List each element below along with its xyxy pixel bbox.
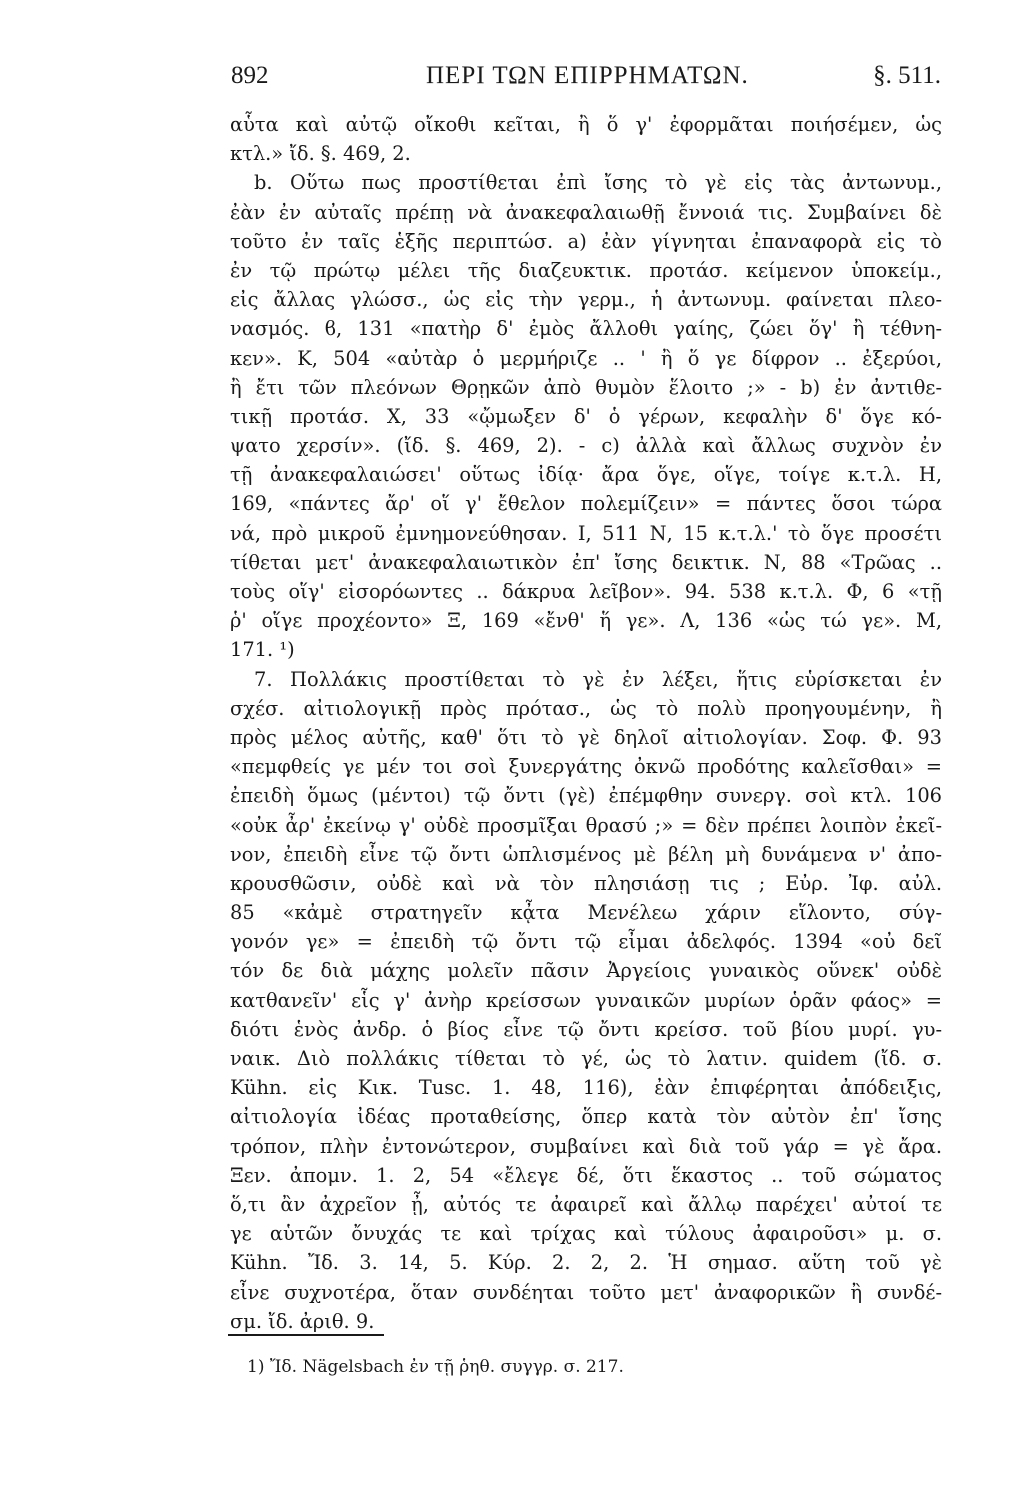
text-line: ἐὰν ἐν αὐταῖς πρέπῃ νὰ ἀνακεφαλαιωθῇ ἔννοιά τις. Συμβαίνει δὲ: [230, 200, 942, 224]
text-line: ὅ,τι ἂν ἀχρεῖον ᾖ, αὐτός τε ἀφαιρεῖ καὶ ἄλλῳ παρέχει' αὐτοί τε: [230, 1192, 942, 1216]
text-line: νά, πρὸ μικροῦ ἐμνημονεύθησαν. Ι, 511 Ν, 15 κ.τ.λ.' τὸ ὅγε προσέτι: [230, 521, 942, 545]
text-line: ἐπειδὴ ὅμως (μέντοι) τῷ ὄντι (γὲ) ἐπέμφθην συνεργ. σοὶ κτλ. 106: [230, 784, 942, 808]
text-line: κεν». Κ, 504 «αὐτὰρ ὁ μερμήριζε .. ' ἢ ὅ γε δίφρον .. ἐξερύοι,: [230, 346, 942, 370]
text-line: ἢ ἔτι τῶν πλεόνων Θρῃκῶν ἀπὸ θυμὸν ἕλοιτο ;» - b) ἐν ἀντιθε-: [230, 375, 942, 399]
text-line: Kühn. Ἴδ. 3. 14, 5. Κύρ. 2. 2, 2. Ἡ σημασ. αὕτη τοῦ γὲ: [230, 1251, 942, 1275]
text-line: νον, ἐπειδὴ εἶνε τῷ ὄντι ὡπλισμένος μὲ βέλη μὴ δυνάμενα ν' ἀπο-: [230, 842, 942, 866]
text-line: γε αὑτῶν ὄνυχάς τε καὶ τρίχας καὶ τύλους ἀφαιροῦσι» μ. σ.: [230, 1222, 942, 1246]
text-line: αἰτιολογία ἰδέας προταθείσης, ὅπερ κατὰ τὸν αὐτὸν ἐπ' ἴσης: [230, 1105, 942, 1129]
text-line: Ξεν. ἀπομν. 1. 2, 54 «ἔλεγε δέ, ὅτι ἕκαστος .. τοῦ σώματος: [230, 1163, 942, 1187]
section-number: §. 511.: [873, 62, 941, 89]
text-line: «οὐκ ἆρ' ἐκείνῳ γ' οὐδὲ προσμῖξαι θρασύ ;» = δὲν πρέπει λοιπὸν ἐκεῖ-: [230, 813, 942, 837]
text-line: ἐν τῷ πρώτῳ μέλει τῆς διαζευκτικ. προτάσ. κείμενον ὑποκείμ.,: [230, 258, 942, 282]
text-line: ῥ' οἵγε προχέοντο» Ξ, 169 «ἔνθ' ἥ γε». Λ, 136 «ὡς τώ γε». Μ,: [230, 609, 942, 633]
text-line: b. Οὕτω πως προστίθεται ἐπὶ ἴσης τὸ γὲ εἰς τὰς ἀντωνυμ.,: [254, 171, 942, 195]
text-line: διότι ἑνὸς ἀνδρ. ὁ βίος εἶνε τῷ ὄντι κρείσσ. τοῦ βίου μυρί. γυ-: [230, 1017, 942, 1041]
body-text: [230, 110, 942, 1336]
text-line: κτλ.» ἴδ. §. 469, 2.: [230, 142, 411, 166]
text-line: τίθεται μετ' ἀνακεφαλαιωτικὸν ἐπ' ἴσης δεικτικ. Ν, 88 «Τρῶας ..: [230, 550, 942, 574]
footnote-divider: [228, 1334, 384, 1336]
text-line: τοῦτο ἐν ταῖς ἑξῆς περιπτώσ. a) ἐὰν γίγνηται ἐπαναφορὰ εἰς τὸ: [230, 229, 942, 253]
text-line: πρὸς μέλος αὐτῆς, καθ' ὅτι τὸ γὲ δηλοῖ αἰτιολογίαν. Σοφ. Φ. 93: [230, 725, 942, 749]
text-line: τῇ ἀνακεφαλαιώσει' οὕτως ἰδίᾳ· ἄρα ὅγε, οἵγε, τοίγε κ.τ.λ. Η,: [230, 463, 942, 487]
text-line: τικῇ προτάσ. Χ, 33 «ᾤμωξεν δ' ὁ γέρων, κεφαλὴν δ' ὅγε κό-: [230, 404, 942, 428]
page-number: 892: [231, 62, 269, 89]
text-line: ψατο χερσίν». (ἴδ. §. 469, 2). - c) ἀλλὰ καὶ ἄλλως συχνὸν ἐν: [230, 434, 942, 458]
text-line: 171. ¹): [230, 638, 295, 662]
text-line: Kühn. εἰς Κικ. Tusc. 1. 48, 116), ἐὰν ἐπιφέρηται ἀπόδειξις,: [230, 1076, 942, 1100]
running-title: ΠΕΡΙ ΤΩΝ ΕΠΙΡΡΗΜΑΤΩΝ.: [426, 62, 749, 89]
text-line: αὗτα καὶ αὐτῷ οἴκοθι κεῖται, ἢ ὅ γ' ἐφορμᾶται ποιήσέμεν, ὡς: [230, 113, 942, 136]
text-line: εἰς ἄλλας γλώσσ., ὡς εἰς τὴν γερμ., ἡ ἀντωνυμ. φαίνεται πλεο-: [230, 288, 942, 312]
text-line: 85 «κἀμὲ στρατηγεῖν κᾆτα Μενέλεω χάριν εἵλοντο, σύγ-: [230, 901, 942, 925]
text-line: σμ. ἴδ. ἀριθ. 9.: [230, 1309, 375, 1333]
text-line: τρόπον, πλὴν ἐντονώτερον, συμβαίνει καὶ διὰ τοῦ γάρ = γὲ ἄρα.: [230, 1134, 942, 1158]
text-line: ναικ. Διὸ πολλάκις τίθεται τὸ γέ, ὡς τὸ λατιν. quidem (ἴδ. σ.: [230, 1047, 942, 1070]
text-line: κατθανεῖν' εἷς γ' ἀνὴρ κρείσσων γυναικῶν μυρίων ὁρᾶν φάος» =: [230, 988, 942, 1012]
text-line: 7. Πολλάκις προστίθεται τὸ γὲ ἐν λέξει, ἥτις εὑρίσκεται ἐν: [254, 667, 942, 691]
text-line: τόν δε διὰ μάχης μολεῖν πᾶσιν Ἀργείοις γυναικὸς οὕνεκ' οὐδὲ: [230, 959, 942, 983]
text-line: τοὺς οἵγ' εἰσορόωντες .. δάκρυα λεῖβον». 94. 538 κ.τ.λ. Φ, 6 «τῇ: [230, 580, 942, 603]
footnote: 1) Ἴδ. Nägelsbach ἐν τῇ ῥηθ. συγγρ. σ. 217.: [247, 1357, 624, 1377]
text-line: 169, «πάντες ἄρ' οἵ γ' ἔθελον πολεμίζειν» = πάντες ὅσοι τώρα: [230, 492, 942, 516]
text-line: σχέσ. αἰτιολογικῇ πρὸς πρότασ., ὡς τὸ πολὺ προηγουμένην, ἢ: [230, 696, 942, 720]
text-line: εἶνε συχνοτέρα, ὅταν συνδέηται τοῦτο μετ' ἀναφορικῶν ἢ συνδέ-: [230, 1280, 942, 1304]
text-line: «πεμφθείς γε μέν τοι σοὶ ξυνεργάτης ὀκνῶ προδότης καλεῖσθαι» =: [230, 755, 942, 779]
text-line: νασμός. ϐ, 131 «πατὴρ δ' ἐμὸς ἄλλοθι γαίης, ζώει ὅγ' ἢ τέθνη-: [230, 317, 942, 341]
page-header: [231, 62, 941, 102]
text-line: κρουσθῶσιν, οὐδὲ καὶ νὰ τὸν πλησιάσῃ τις ; Εὐρ. Ἰφ. αὐλ.: [230, 871, 942, 895]
text-line: γονόν γε» = ἐπειδὴ τῷ ὄντι τῷ εἶμαι ἀδελφός. 1394 «οὐ δεῖ: [230, 930, 942, 954]
